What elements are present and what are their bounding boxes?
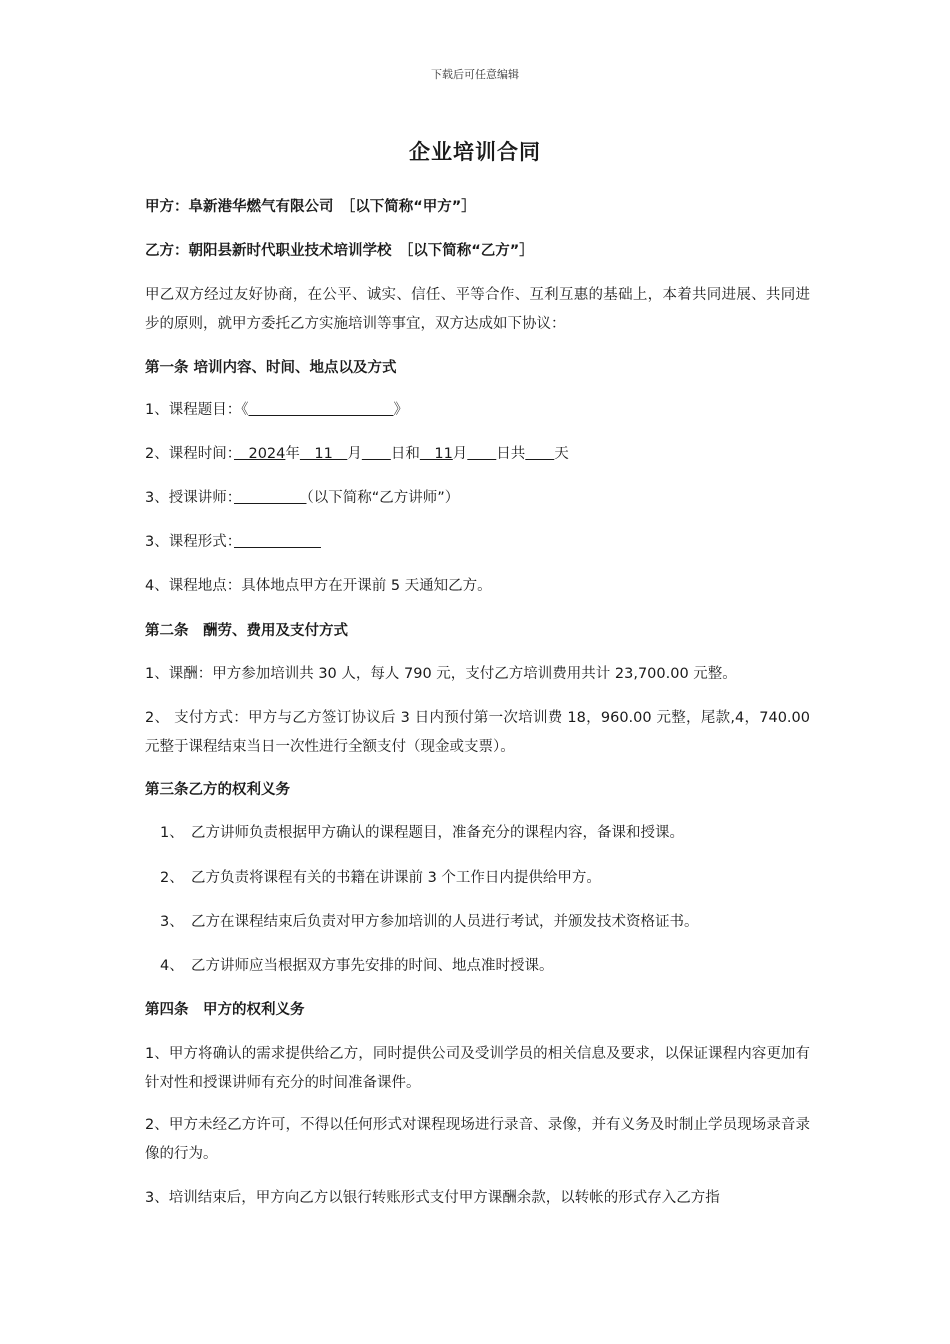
course-year: 2024: [233, 446, 286, 462]
course-format-label: 3、课程形式：: [145, 534, 234, 550]
art3-item-3: 3、 乙方在课程结束后负责对甲方参加培训的人员进行考试，并颁发技术资格证书。: [160, 914, 699, 930]
course-time-line: [145, 440, 810, 469]
instructor-line: [145, 484, 810, 513]
party-a: 甲方：阜新港华燃气有限公司 ［以下简称“甲方”］: [145, 199, 476, 215]
art3-item-1: 1、 乙方讲师负责根据甲方确认的课程题目，准备充分的课程内容，备课和授课。: [160, 825, 684, 841]
course-title-line: [145, 396, 810, 425]
course-title-label: 1、课程题目：《: [145, 402, 249, 418]
instructor-blank: [234, 490, 307, 506]
article-3-heading: 第三条乙方的权利义务: [145, 782, 290, 798]
course-location-line: 4、课程地点：具体地点甲方在开课前 5 天通知乙方。: [145, 578, 492, 594]
course-days-count: [525, 446, 554, 462]
article-1-heading: 第一条 培训内容、时间、地点以及方式: [145, 360, 397, 376]
course-month-2: 11: [419, 446, 453, 462]
course-title-blank: [248, 402, 393, 418]
month-label-1: 月: [347, 446, 362, 462]
art4-item-2: 2、甲方未经乙方许可，不得以任何形式对课程现场进行录音、录像，并有义务及时制止学员现场录音录像的行为。: [145, 1117, 810, 1162]
art4-item-1: 1、甲方将确认的需求提供给乙方，同时提供公司及受训学员的相关信息及要求，以保证课程内容更加有针对性和授课讲师有充分的时间准备课件。: [145, 1046, 810, 1091]
article-4-heading: 第四条 甲方的权利义务: [145, 1002, 305, 1018]
instructor-note: （以下简称“乙方讲师”）: [306, 490, 460, 506]
course-day-2: [467, 446, 496, 462]
day-label-1: 日和: [390, 446, 420, 462]
day-label-2: 日共: [496, 446, 526, 462]
party-b: 乙方：朝阳县新时代职业技术培训学校 ［以下简称“乙方”］: [145, 243, 534, 259]
header-note: 下载后可任意编辑: [431, 68, 519, 81]
instructor-label: 3、授课讲师：: [145, 490, 234, 506]
course-format-blank: [234, 534, 321, 550]
course-format-line: [145, 528, 810, 557]
course-month-1: 11: [299, 446, 348, 462]
document-title: 企业培训合同: [409, 140, 541, 164]
article-2-heading: 第二条 酬劳、费用及支付方式: [145, 623, 348, 639]
art4-item-3: 3、培训结束后，甲方向乙方以银行转账形式支付甲方课酬余款，以转帐的形式存入乙方指: [145, 1190, 720, 1206]
course-day-1: [362, 446, 391, 462]
art3-item-2: 2、 乙方负责将课程有关的书籍在讲课前 3 个工作日内提供给甲方。: [160, 870, 601, 886]
payment-method-paragraph: 2、 支付方式：甲方与乙方签订协议后 3 日内预付第一次培训费 18，960.00 元整，尾款,4，740.00 元整于课程结束当日一次性进行全额支付（现金或支票）。: [145, 710, 810, 755]
days-label: 天: [554, 446, 569, 462]
intro-paragraph: 甲乙双方经过友好协商，在公平、诚实、信任、平等合作、互利互惠的基础上，本着共同进展、共同进步的原则，就甲方委托乙方实施培训等事宜，双方达成如下协议：: [145, 287, 810, 332]
fee-line: 1、课酬：甲方参加培训共 30 人，每人 790 元，支付乙方培训费用共计 23,700.00 元整。: [145, 666, 737, 682]
month-label-2: 月: [452, 446, 468, 462]
course-time-label: 2、课程时间：: [145, 446, 234, 462]
art3-item-4: 4、 乙方讲师应当根据双方事先安排的时间、地点准时授课。: [160, 958, 554, 974]
course-title-close: 》: [393, 402, 408, 418]
year-label: 年: [285, 446, 300, 462]
